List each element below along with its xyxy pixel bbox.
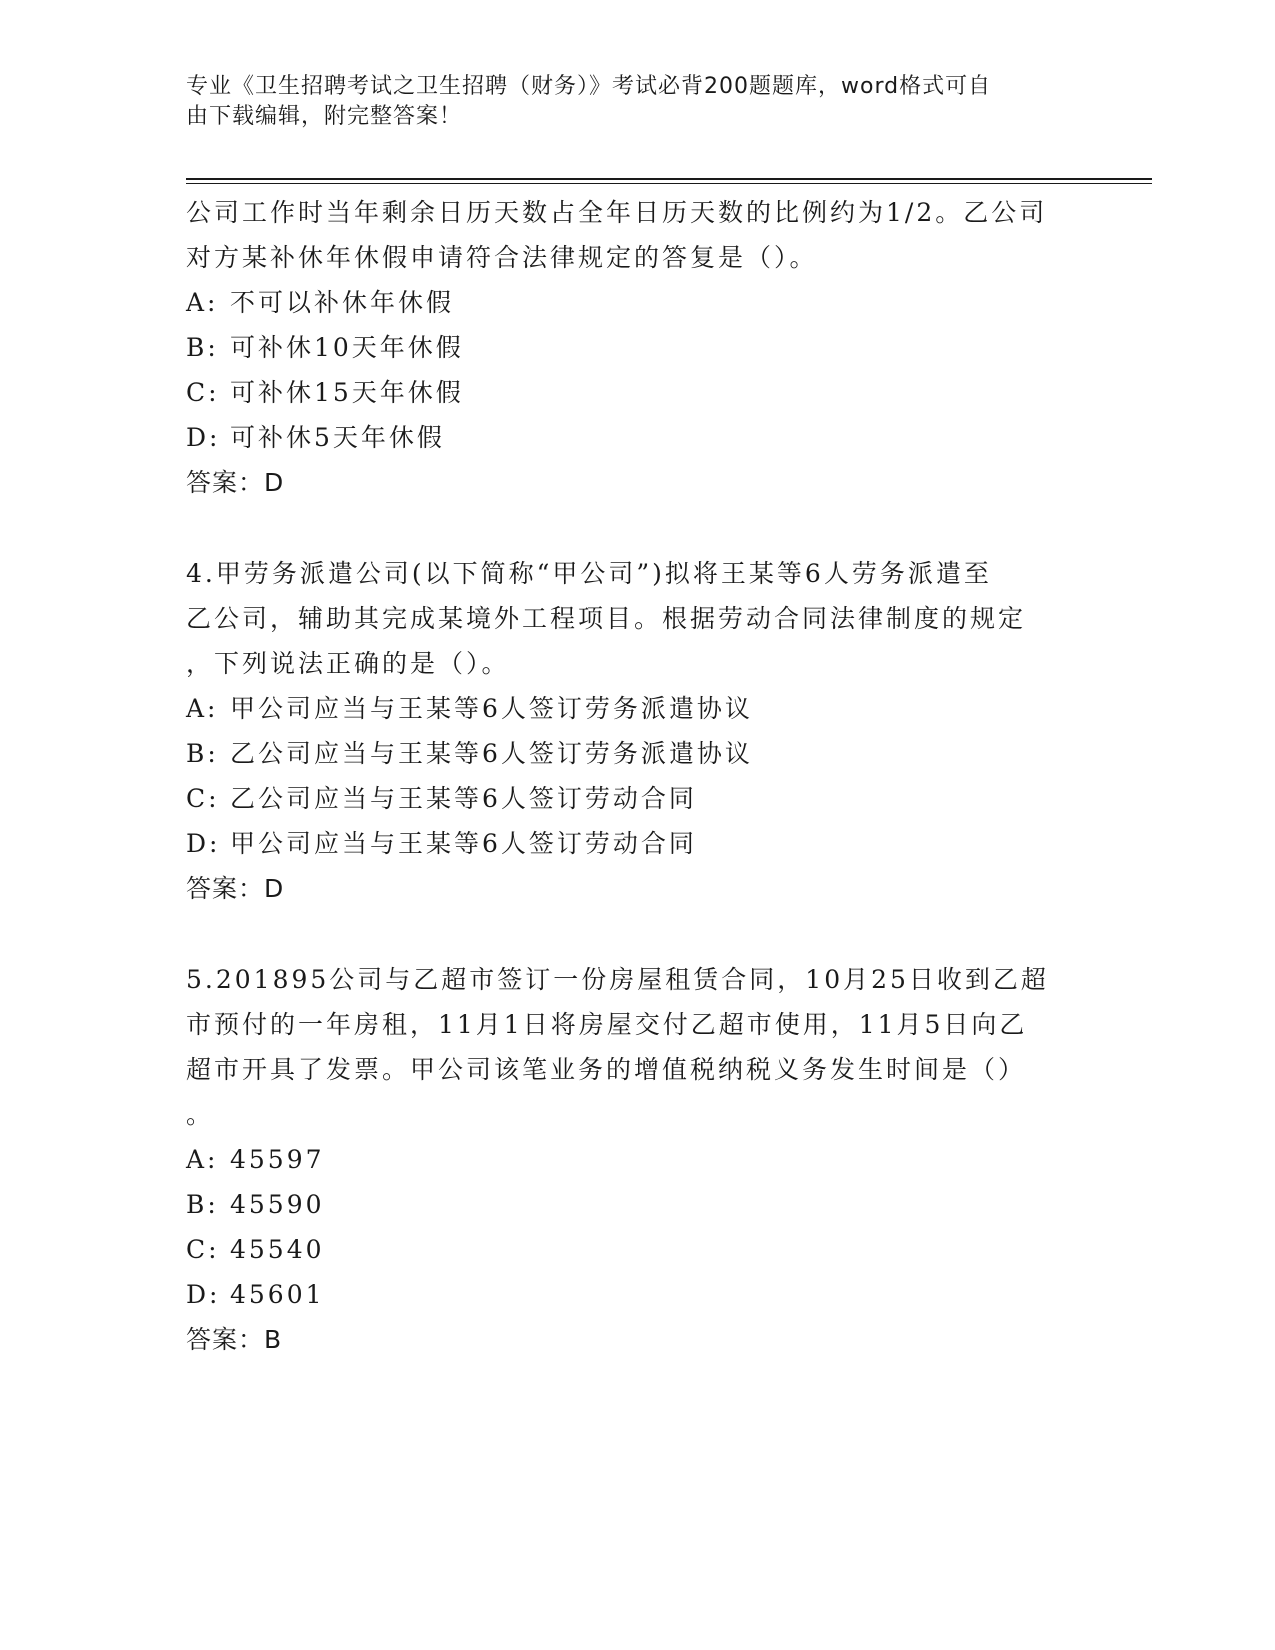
option-d: [186, 415, 1086, 460]
option-a: [186, 280, 1086, 325]
option-text: 可补休10天年休假: [230, 333, 464, 362]
option-letter: A:: [186, 288, 219, 317]
option-letter: B:: [186, 333, 219, 362]
option-text: 乙公司应当与王某等6人签订劳动合同: [230, 784, 697, 813]
option-a: [186, 686, 1086, 731]
option-d: [186, 821, 1086, 866]
question-block: [186, 190, 1086, 505]
option-text: 甲公司应当与王某等6人签订劳动合同: [230, 829, 697, 858]
question-block: [186, 957, 1086, 1362]
option-c: [186, 1227, 1086, 1272]
option-b: [186, 1182, 1086, 1227]
option-text: 45590: [230, 1190, 325, 1219]
header-line: 由下载编辑，附完整答案！: [186, 104, 463, 129]
option-letter: A:: [186, 1145, 219, 1174]
option-text: 不可以补休年休假: [230, 288, 455, 317]
option-text: 45540: [230, 1235, 325, 1264]
option-letter: B:: [186, 1190, 219, 1219]
question-text-line: 乙公司，辅助其完成某境外工程项目。根据劳动合同法律制度的规定: [186, 604, 1027, 633]
option-letter: C:: [186, 378, 220, 407]
question-list: [186, 190, 1086, 1362]
document-header: [186, 72, 1066, 132]
option-letter: C:: [186, 784, 220, 813]
option-c: [186, 370, 1086, 415]
option-text: 可补休15天年休假: [230, 378, 464, 407]
option-text: 45597: [230, 1145, 325, 1174]
header-divider-thin: [186, 183, 1152, 184]
option-text: 可补休5天年休假: [230, 423, 445, 452]
question-text-line: ，下列说法正确的是（）。: [186, 649, 510, 678]
answer-line: 答案：B: [186, 1325, 283, 1354]
question-text-line: 。: [186, 1100, 215, 1129]
option-d: [186, 1272, 1086, 1317]
option-c: [186, 776, 1086, 821]
question-text-line: 对方某补休年休假申请符合法律规定的答复是（）。: [186, 243, 818, 272]
option-letter: D:: [186, 423, 221, 452]
answer-line: 答案：D: [186, 874, 285, 903]
header-line: 专业《卫生招聘考试之卫生招聘（财务）》考试必背200题题库，word格式可自: [186, 74, 992, 99]
question-block: [186, 551, 1086, 911]
question-text-line: 超市开具了发票。甲公司该笔业务的增值税纳税义务发生时间是（）: [186, 1055, 1027, 1084]
option-text: 乙公司应当与王某等6人签订劳务派遣协议: [230, 739, 753, 768]
option-letter: C:: [186, 1235, 220, 1264]
option-text: 45601: [230, 1280, 325, 1309]
option-text: 甲公司应当与王某等6人签订劳务派遣协议: [230, 694, 753, 723]
header-divider: [186, 178, 1152, 180]
question-text-line: 市预付的一年房租，11月1日将房屋交付乙超市使用，11月5日向乙: [186, 1010, 1028, 1039]
option-b: [186, 731, 1086, 776]
option-letter: D:: [186, 1280, 221, 1309]
option-letter: D:: [186, 829, 221, 858]
option-a: [186, 1137, 1086, 1182]
answer-line: 答案：D: [186, 468, 285, 497]
question-text-line: 5.201895公司与乙超市签订一份房屋租赁合同，10月25日收到乙超: [186, 965, 1049, 994]
question-text-line: 4.甲劳务派遣公司(以下简称“甲公司”)拟将王某等6人劳务派遣至: [186, 559, 992, 588]
option-letter: A:: [186, 694, 219, 723]
option-b: [186, 325, 1086, 370]
option-letter: B:: [186, 739, 219, 768]
question-text-line: 公司工作时当年剩余日历天数占全年日历天数的比例约为1/2。乙公司: [186, 198, 1048, 227]
